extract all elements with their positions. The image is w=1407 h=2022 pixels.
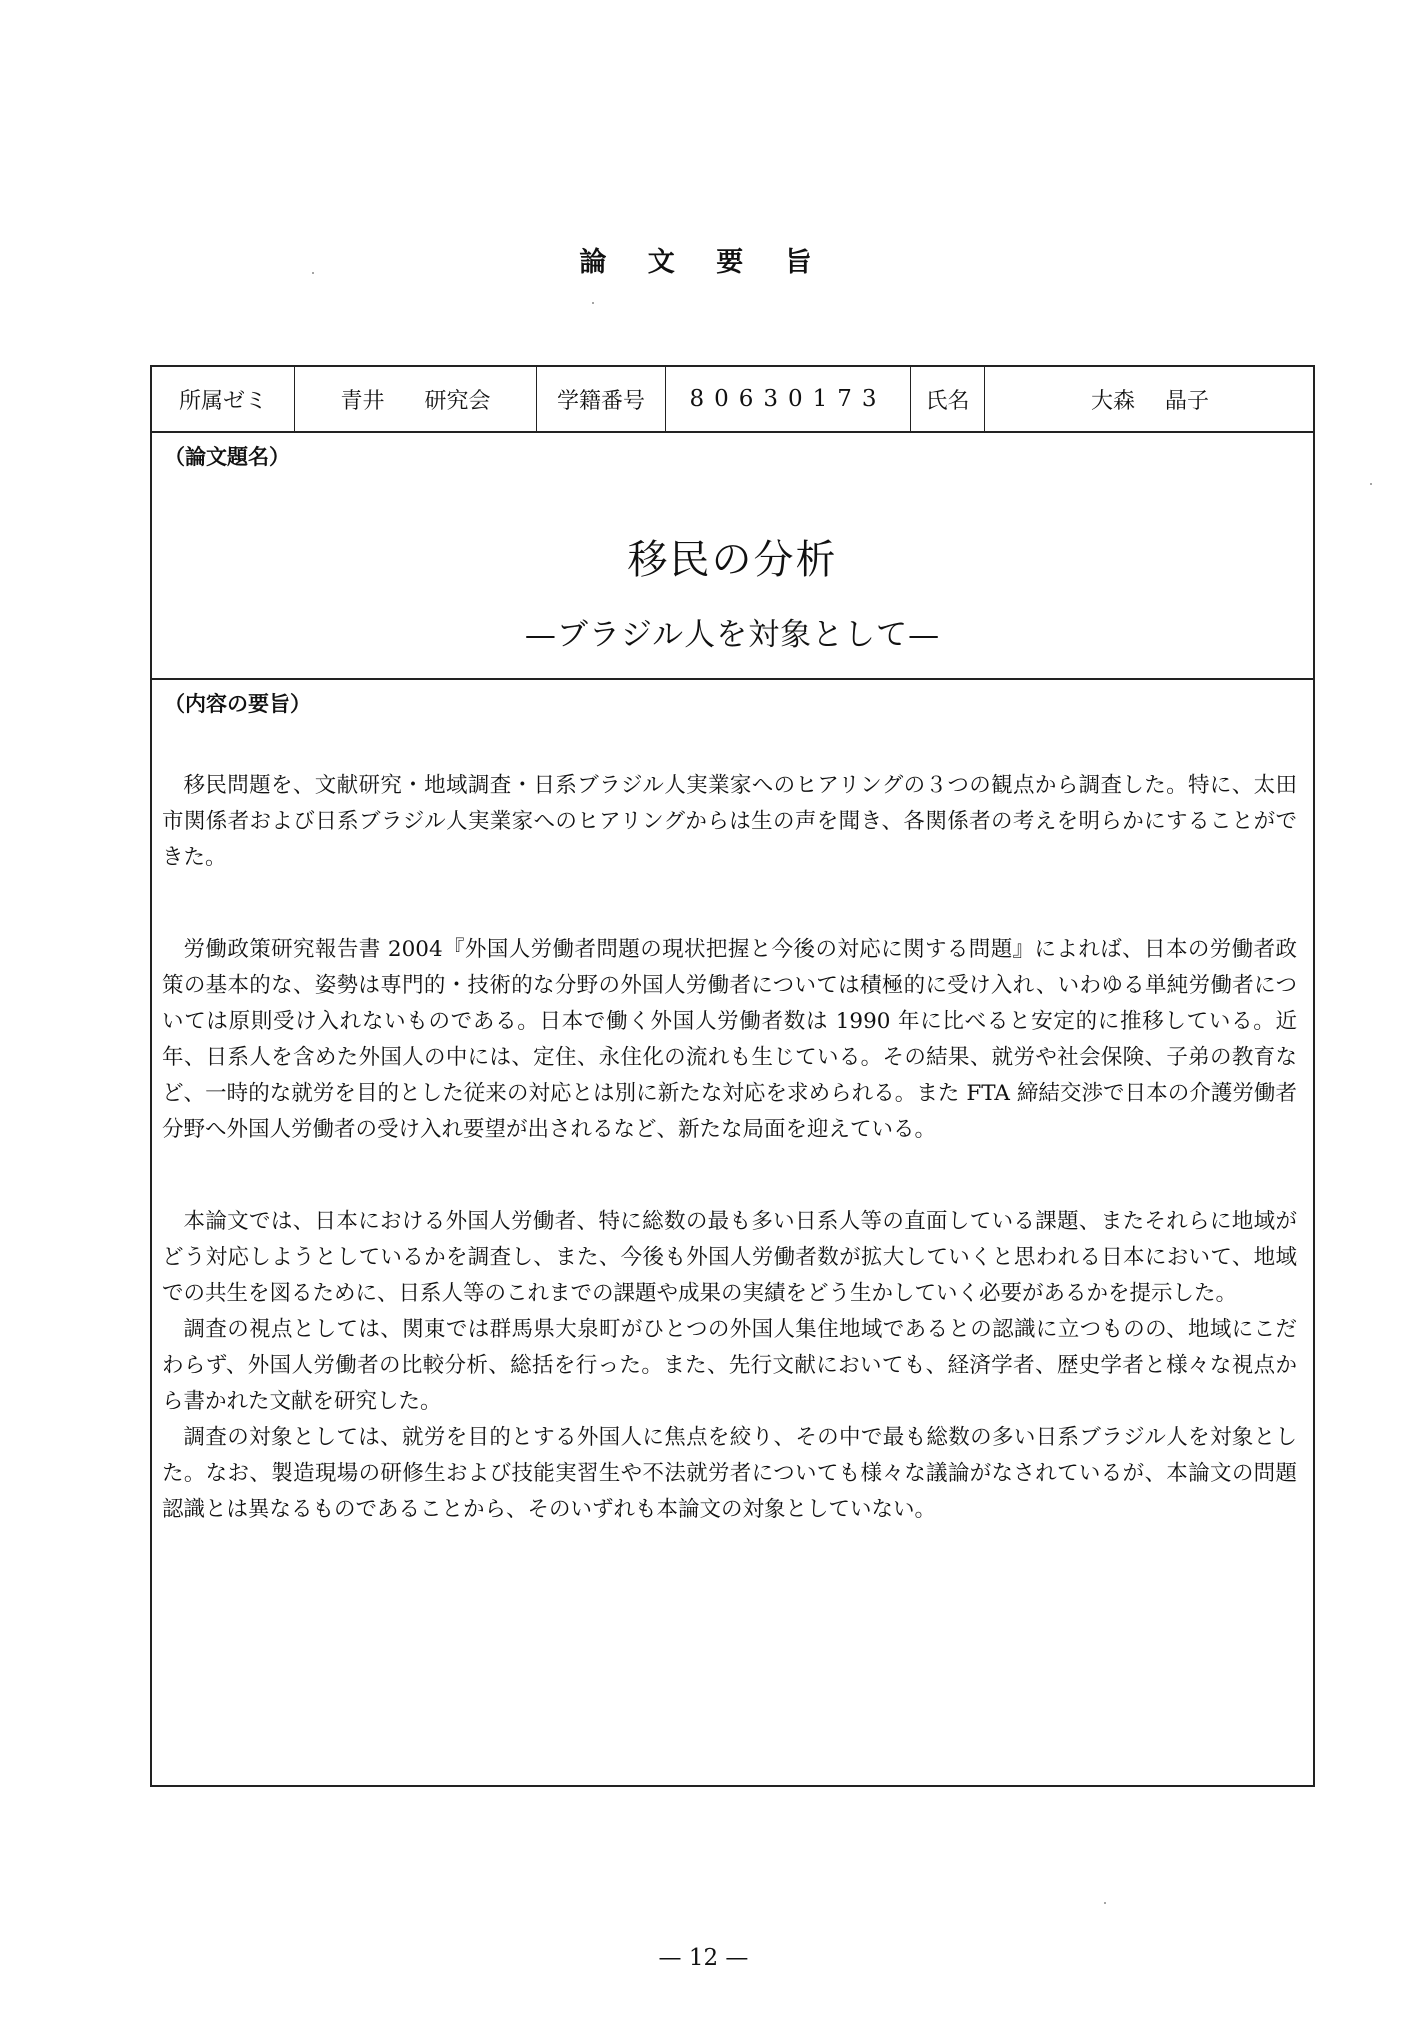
- summary-section: [152, 680, 1313, 1787]
- summary-paragraph: 調査の視点としては、関東では群馬県大泉町がひとつの外国人集住地域であるとの認識に立つものの、地域にこだわらず、外国人労働者の比較分析、総括を行った。また、先行文献においても、経済学者、歴史学者と様々な視点から書かれた文献を研究した。: [162, 1317, 1297, 1414]
- summary-paragraph: 労働政策研究報告書 2004『外国人労働者問題の現状把握と今後の対応に関する問題』によれば、日本の労働者政策の基本的な、姿勢は専門的・技術的な分野の外国人労働者については積極的に受け入れ、いわゆる単純労働者については原則受け入れないものである。日本で働く外国人労働者数は 1990 年に比べると安定的に推移している。近年、日系人を含めた外国人の中には、定住、永住化の流れも生じている。その結果、就労や社会保険、子弟の教育など、一時的な就労を目的とした従来の対応とは別に新たな対応を求められる。また FTA 締結交渉で日本の介護労働者分野へ外国人労働者の受け入れ要望が出されるなど、新たな局面を迎えている。: [162, 937, 1297, 1142]
- name-value: [985, 367, 1315, 431]
- student-id-label: 学籍番号: [537, 367, 666, 431]
- scan-speck: [1370, 483, 1372, 485]
- thesis-summary-form: [150, 365, 1315, 1787]
- summary-paragraph: 調査の対象としては、就労を目的とする外国人に焦点を絞り、その中で最も総数の多い日系ブラジル人を対象とした。なお、製造現場の研修生および技能実習生や不法就労者についても様々な議論がなされているが、本論文の問題認識とは異なるものであることから、そのいずれも本論文の対象としていない。: [162, 1425, 1297, 1522]
- scan-speck: [1104, 1902, 1106, 1904]
- name-given: 晶子: [1165, 388, 1210, 414]
- page-heading: 論 文 要 旨: [579, 247, 828, 278]
- seminar-suffix: 研究会: [424, 388, 491, 414]
- thesis-subtitle: —ブラジル人を対象として—: [524, 617, 941, 653]
- summary-paragraph: 移民問題を、文献研究・地域調査・日系ブラジル人実業家へのヒアリングの３つの観点から調査した。特に、太田市関係者および日系ブラジル人実業家へのヒアリングからは生の声を聞き、各関係者の考えを明らかにすることができた。: [162, 773, 1297, 870]
- student-info-row: [152, 367, 1313, 433]
- title-section: [152, 433, 1313, 680]
- name-label: 氏名: [911, 367, 985, 431]
- thesis-title: 移民の分析: [627, 537, 838, 583]
- page-number: — 12 —: [658, 1945, 749, 1971]
- summary-paragraph: 本論文では、日本における外国人労働者、特に総数の最も多い日系人等の直面している課題、またそれらに地域がどう対応しようとしているかを調査し、また、今後も外国人労働者数が拡大していくと思われる日本において、地域での共生を図るために、日系人等のこれまでの課題や成果の実績をどう生かしていく必要があるかを提示した。: [162, 1209, 1297, 1306]
- seminar-surname: 青井: [340, 388, 385, 414]
- student-id-value: 80630173: [666, 367, 911, 431]
- seminar-value: [295, 367, 537, 431]
- seminar-label: 所属ゼミ: [152, 367, 295, 431]
- summary-body: [162, 768, 1297, 1528]
- summary-section-label: （内容の要旨）: [164, 691, 311, 716]
- title-section-label: （論文題名）: [164, 444, 290, 469]
- name-family: 大森: [1090, 388, 1135, 414]
- scan-speck: [592, 302, 594, 304]
- scan-speck: [312, 272, 314, 274]
